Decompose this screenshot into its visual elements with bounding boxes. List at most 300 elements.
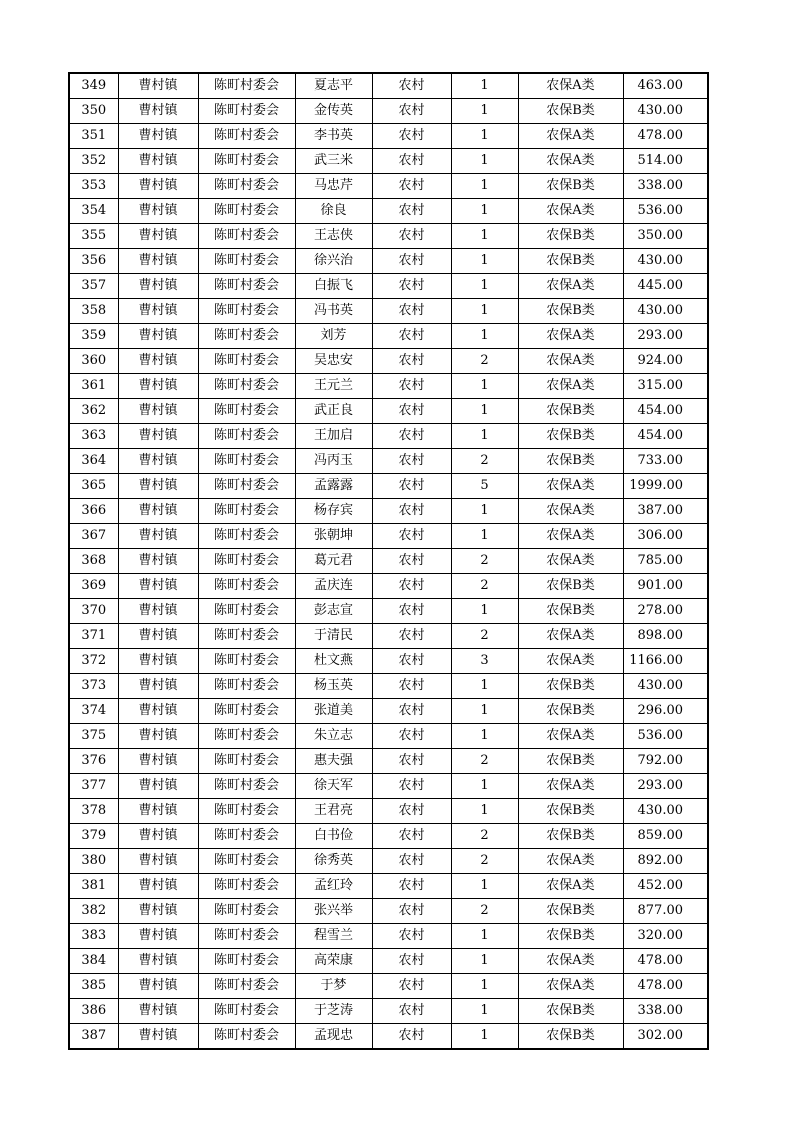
household-count-cell: 1	[451, 974, 518, 999]
household-count-cell: 2	[451, 899, 518, 924]
household-count-cell: 1	[451, 924, 518, 949]
village-committee-cell: 陈町村委会	[198, 224, 295, 249]
insurance-category-cell: 农保B类	[518, 424, 623, 449]
row-number-cell: 382	[69, 899, 118, 924]
area-type-cell: 农村	[372, 974, 451, 999]
resident-name-cell: 冯丙玉	[295, 449, 372, 474]
insurance-category-cell: 农保B类	[518, 449, 623, 474]
insurance-category-cell: 农保B类	[518, 224, 623, 249]
amount-cell: 293.00	[623, 774, 708, 799]
household-count-cell: 1	[451, 124, 518, 149]
resident-name-cell: 冯书英	[295, 299, 372, 324]
row-number-cell: 372	[69, 649, 118, 674]
table-row	[69, 449, 708, 474]
table-row	[69, 224, 708, 249]
village-committee-cell: 陈町村委会	[198, 724, 295, 749]
resident-name-cell: 孟庆连	[295, 574, 372, 599]
amount-cell: 454.00	[623, 399, 708, 424]
town-cell: 曹村镇	[118, 299, 198, 324]
town-cell: 曹村镇	[118, 524, 198, 549]
resident-name-cell: 刘芳	[295, 324, 372, 349]
insurance-category-cell: 农保A类	[518, 849, 623, 874]
area-type-cell: 农村	[372, 224, 451, 249]
row-number-cell: 385	[69, 974, 118, 999]
area-type-cell: 农村	[372, 73, 451, 99]
village-committee-cell: 陈町村委会	[198, 799, 295, 824]
insurance-category-cell: 农保B类	[518, 999, 623, 1024]
town-cell: 曹村镇	[118, 924, 198, 949]
amount-cell: 1999.00	[623, 474, 708, 499]
village-committee-cell: 陈町村委会	[198, 174, 295, 199]
area-type-cell: 农村	[372, 349, 451, 374]
village-committee-cell: 陈町村委会	[198, 73, 295, 99]
area-type-cell: 农村	[372, 374, 451, 399]
area-type-cell: 农村	[372, 249, 451, 274]
area-type-cell: 农村	[372, 324, 451, 349]
amount-cell: 278.00	[623, 599, 708, 624]
household-count-cell: 1	[451, 874, 518, 899]
insurance-category-cell: 农保B类	[518, 99, 623, 124]
row-number-cell: 351	[69, 124, 118, 149]
amount-cell: 901.00	[623, 574, 708, 599]
town-cell: 曹村镇	[118, 599, 198, 624]
row-number-cell: 367	[69, 524, 118, 549]
insurance-category-cell: 农保A类	[518, 874, 623, 899]
town-cell: 曹村镇	[118, 349, 198, 374]
amount-cell: 478.00	[623, 949, 708, 974]
row-number-cell: 350	[69, 99, 118, 124]
row-number-cell: 378	[69, 799, 118, 824]
household-count-cell: 2	[451, 549, 518, 574]
table-row	[69, 399, 708, 424]
town-cell: 曹村镇	[118, 449, 198, 474]
village-committee-cell: 陈町村委会	[198, 374, 295, 399]
village-committee-cell: 陈町村委会	[198, 99, 295, 124]
row-number-cell: 349	[69, 73, 118, 99]
town-cell: 曹村镇	[118, 949, 198, 974]
table-row	[69, 249, 708, 274]
household-count-cell: 1	[451, 1024, 518, 1050]
row-number-cell: 362	[69, 399, 118, 424]
row-number-cell: 381	[69, 874, 118, 899]
area-type-cell: 农村	[372, 1024, 451, 1050]
resident-name-cell: 葛元君	[295, 549, 372, 574]
town-cell: 曹村镇	[118, 999, 198, 1024]
table-row	[69, 649, 708, 674]
village-committee-cell: 陈町村委会	[198, 324, 295, 349]
insurance-category-cell: 农保B类	[518, 599, 623, 624]
row-number-cell: 376	[69, 749, 118, 774]
resident-name-cell: 张道美	[295, 699, 372, 724]
town-cell: 曹村镇	[118, 974, 198, 999]
row-number-cell: 387	[69, 1024, 118, 1050]
resident-name-cell: 王元兰	[295, 374, 372, 399]
row-number-cell: 354	[69, 199, 118, 224]
town-cell: 曹村镇	[118, 774, 198, 799]
area-type-cell: 农村	[372, 949, 451, 974]
resident-name-cell: 张朝坤	[295, 524, 372, 549]
resident-name-cell: 马忠芹	[295, 174, 372, 199]
resident-name-cell: 孟露露	[295, 474, 372, 499]
table-row	[69, 949, 708, 974]
area-type-cell: 农村	[372, 774, 451, 799]
insurance-category-cell: 农保B类	[518, 924, 623, 949]
row-number-cell: 363	[69, 424, 118, 449]
town-cell: 曹村镇	[118, 574, 198, 599]
amount-cell: 898.00	[623, 624, 708, 649]
household-count-cell: 1	[451, 399, 518, 424]
resident-name-cell: 徐秀英	[295, 849, 372, 874]
town-cell: 曹村镇	[118, 499, 198, 524]
area-type-cell: 农村	[372, 149, 451, 174]
resident-name-cell: 徐天军	[295, 774, 372, 799]
table-row	[69, 774, 708, 799]
area-type-cell: 农村	[372, 849, 451, 874]
area-type-cell: 农村	[372, 124, 451, 149]
resident-name-cell: 高荣康	[295, 949, 372, 974]
table-row	[69, 299, 708, 324]
insurance-category-cell: 农保A类	[518, 499, 623, 524]
table-row	[69, 799, 708, 824]
area-type-cell: 农村	[372, 824, 451, 849]
area-type-cell: 农村	[372, 649, 451, 674]
table-row	[69, 924, 708, 949]
village-committee-cell: 陈町村委会	[198, 149, 295, 174]
area-type-cell: 农村	[372, 899, 451, 924]
table-row	[69, 999, 708, 1024]
village-committee-cell: 陈町村委会	[198, 349, 295, 374]
table-row	[69, 374, 708, 399]
resident-name-cell: 王君亮	[295, 799, 372, 824]
area-type-cell: 农村	[372, 474, 451, 499]
amount-cell: 733.00	[623, 449, 708, 474]
household-count-cell: 1	[451, 149, 518, 174]
table-row	[69, 474, 708, 499]
household-count-cell: 2	[451, 349, 518, 374]
amount-cell: 478.00	[623, 124, 708, 149]
area-type-cell: 农村	[372, 99, 451, 124]
household-count-cell: 1	[451, 724, 518, 749]
resident-name-cell: 杨玉英	[295, 674, 372, 699]
resident-name-cell: 白书俭	[295, 824, 372, 849]
resident-name-cell: 彭志宣	[295, 599, 372, 624]
amount-cell: 514.00	[623, 149, 708, 174]
row-number-cell: 374	[69, 699, 118, 724]
row-number-cell: 360	[69, 349, 118, 374]
insurance-category-cell: 农保A类	[518, 324, 623, 349]
row-number-cell: 386	[69, 999, 118, 1024]
resident-name-cell: 于梦	[295, 974, 372, 999]
insurance-category-cell: 农保A类	[518, 949, 623, 974]
insurance-category-cell: 农保B类	[518, 674, 623, 699]
village-committee-cell: 陈町村委会	[198, 574, 295, 599]
village-committee-cell: 陈町村委会	[198, 749, 295, 774]
resident-name-cell: 金传英	[295, 99, 372, 124]
insurance-category-cell: 农保A类	[518, 374, 623, 399]
town-cell: 曹村镇	[118, 649, 198, 674]
row-number-cell: 356	[69, 249, 118, 274]
area-type-cell: 农村	[372, 399, 451, 424]
insurance-category-cell: 农保A类	[518, 524, 623, 549]
insurance-category-cell: 农保A类	[518, 199, 623, 224]
household-count-cell: 3	[451, 649, 518, 674]
village-committee-cell: 陈町村委会	[198, 624, 295, 649]
row-number-cell: 373	[69, 674, 118, 699]
insurance-category-cell: 农保B类	[518, 1024, 623, 1050]
amount-cell: 338.00	[623, 174, 708, 199]
row-number-cell: 370	[69, 599, 118, 624]
area-type-cell: 农村	[372, 599, 451, 624]
household-count-cell: 1	[451, 949, 518, 974]
village-committee-cell: 陈町村委会	[198, 674, 295, 699]
area-type-cell: 农村	[372, 724, 451, 749]
resident-name-cell: 孟现忠	[295, 1024, 372, 1050]
insurance-category-cell: 农保A类	[518, 624, 623, 649]
table-row	[69, 899, 708, 924]
row-number-cell: 366	[69, 499, 118, 524]
table-row	[69, 699, 708, 724]
town-cell: 曹村镇	[118, 874, 198, 899]
row-number-cell: 371	[69, 624, 118, 649]
insurance-category-cell: 农保B类	[518, 749, 623, 774]
amount-cell: 293.00	[623, 324, 708, 349]
table-row	[69, 574, 708, 599]
resident-name-cell: 于清民	[295, 624, 372, 649]
row-number-cell: 380	[69, 849, 118, 874]
resident-name-cell: 徐兴治	[295, 249, 372, 274]
household-count-cell: 1	[451, 424, 518, 449]
resident-name-cell: 李书英	[295, 124, 372, 149]
insurance-category-cell: 农保A类	[518, 149, 623, 174]
household-count-cell: 1	[451, 199, 518, 224]
town-cell: 曹村镇	[118, 199, 198, 224]
table-row	[69, 499, 708, 524]
town-cell: 曹村镇	[118, 474, 198, 499]
village-committee-cell: 陈町村委会	[198, 699, 295, 724]
household-count-cell: 2	[451, 849, 518, 874]
resident-name-cell: 王志侠	[295, 224, 372, 249]
village-committee-cell: 陈町村委会	[198, 824, 295, 849]
amount-cell: 430.00	[623, 249, 708, 274]
area-type-cell: 农村	[372, 199, 451, 224]
village-committee-cell: 陈町村委会	[198, 899, 295, 924]
insurance-category-cell: 农保B类	[518, 174, 623, 199]
row-number-cell: 358	[69, 299, 118, 324]
amount-cell: 452.00	[623, 874, 708, 899]
insurance-category-cell: 农保A类	[518, 724, 623, 749]
household-count-cell: 1	[451, 174, 518, 199]
household-count-cell: 1	[451, 674, 518, 699]
village-committee-cell: 陈町村委会	[198, 499, 295, 524]
area-type-cell: 农村	[372, 874, 451, 899]
table-row	[69, 149, 708, 174]
area-type-cell: 农村	[372, 524, 451, 549]
household-count-cell: 1	[451, 799, 518, 824]
town-cell: 曹村镇	[118, 399, 198, 424]
insurance-category-cell: 农保A类	[518, 474, 623, 499]
area-type-cell: 农村	[372, 499, 451, 524]
row-number-cell: 377	[69, 774, 118, 799]
table-row	[69, 174, 708, 199]
insurance-category-cell: 农保A类	[518, 974, 623, 999]
town-cell: 曹村镇	[118, 124, 198, 149]
area-type-cell: 农村	[372, 299, 451, 324]
village-committee-cell: 陈町村委会	[198, 774, 295, 799]
resident-name-cell: 张兴举	[295, 899, 372, 924]
insurance-category-cell: 农保A类	[518, 274, 623, 299]
village-committee-cell: 陈町村委会	[198, 924, 295, 949]
household-count-cell: 2	[451, 624, 518, 649]
row-number-cell: 383	[69, 924, 118, 949]
amount-cell: 463.00	[623, 73, 708, 99]
amount-cell: 792.00	[623, 749, 708, 774]
town-cell: 曹村镇	[118, 174, 198, 199]
table-row	[69, 974, 708, 999]
row-number-cell: 352	[69, 149, 118, 174]
resident-name-cell: 王加启	[295, 424, 372, 449]
table-row	[69, 674, 708, 699]
village-committee-cell: 陈町村委会	[198, 474, 295, 499]
amount-cell: 315.00	[623, 374, 708, 399]
village-committee-cell: 陈町村委会	[198, 974, 295, 999]
village-committee-cell: 陈町村委会	[198, 249, 295, 274]
household-count-cell: 1	[451, 774, 518, 799]
amount-cell: 296.00	[623, 699, 708, 724]
town-cell: 曹村镇	[118, 1024, 198, 1050]
village-committee-cell: 陈町村委会	[198, 299, 295, 324]
resident-name-cell: 程雪兰	[295, 924, 372, 949]
amount-cell: 430.00	[623, 299, 708, 324]
table-row	[69, 849, 708, 874]
resident-name-cell: 武三米	[295, 149, 372, 174]
insurance-category-cell: 农保A类	[518, 73, 623, 99]
insurance-category-cell: 农保A类	[518, 349, 623, 374]
insurance-category-cell: 农保B类	[518, 824, 623, 849]
town-cell: 曹村镇	[118, 624, 198, 649]
amount-cell: 892.00	[623, 849, 708, 874]
table-row	[69, 199, 708, 224]
town-cell: 曹村镇	[118, 99, 198, 124]
village-committee-cell: 陈町村委会	[198, 449, 295, 474]
resident-name-cell: 武正良	[295, 399, 372, 424]
amount-cell: 350.00	[623, 224, 708, 249]
household-count-cell: 2	[451, 574, 518, 599]
village-committee-cell: 陈町村委会	[198, 424, 295, 449]
table-row	[69, 324, 708, 349]
table-row	[69, 349, 708, 374]
amount-cell: 320.00	[623, 924, 708, 949]
village-committee-cell: 陈町村委会	[198, 949, 295, 974]
table-row	[69, 1024, 708, 1050]
beneficiary-table	[68, 72, 709, 1050]
household-count-cell: 1	[451, 524, 518, 549]
amount-cell: 387.00	[623, 499, 708, 524]
amount-cell: 478.00	[623, 974, 708, 999]
insurance-category-cell: 农保A类	[518, 549, 623, 574]
area-type-cell: 农村	[372, 624, 451, 649]
household-count-cell: 2	[451, 449, 518, 474]
row-number-cell: 368	[69, 549, 118, 574]
table-row	[69, 749, 708, 774]
area-type-cell: 农村	[372, 699, 451, 724]
town-cell: 曹村镇	[118, 73, 198, 99]
insurance-category-cell: 农保B类	[518, 574, 623, 599]
table-row	[69, 824, 708, 849]
area-type-cell: 农村	[372, 924, 451, 949]
household-count-cell: 1	[451, 224, 518, 249]
row-number-cell: 357	[69, 274, 118, 299]
household-count-cell: 5	[451, 474, 518, 499]
row-number-cell: 365	[69, 474, 118, 499]
table-row	[69, 99, 708, 124]
area-type-cell: 农村	[372, 674, 451, 699]
resident-name-cell: 于芝涛	[295, 999, 372, 1024]
table-row	[69, 599, 708, 624]
table-row	[69, 724, 708, 749]
resident-name-cell: 白振飞	[295, 274, 372, 299]
village-committee-cell: 陈町村委会	[198, 874, 295, 899]
town-cell: 曹村镇	[118, 224, 198, 249]
town-cell: 曹村镇	[118, 824, 198, 849]
town-cell: 曹村镇	[118, 374, 198, 399]
row-number-cell: 384	[69, 949, 118, 974]
town-cell: 曹村镇	[118, 274, 198, 299]
village-committee-cell: 陈町村委会	[198, 999, 295, 1024]
amount-cell: 302.00	[623, 1024, 708, 1050]
area-type-cell: 农村	[372, 999, 451, 1024]
amount-cell: 536.00	[623, 199, 708, 224]
town-cell: 曹村镇	[118, 249, 198, 274]
insurance-category-cell: 农保B类	[518, 399, 623, 424]
insurance-category-cell: 农保A类	[518, 124, 623, 149]
village-committee-cell: 陈町村委会	[198, 1024, 295, 1050]
household-count-cell: 1	[451, 499, 518, 524]
insurance-category-cell: 农保B类	[518, 249, 623, 274]
village-committee-cell: 陈町村委会	[198, 649, 295, 674]
resident-name-cell: 徐良	[295, 199, 372, 224]
village-committee-cell: 陈町村委会	[198, 399, 295, 424]
amount-cell: 536.00	[623, 724, 708, 749]
town-cell: 曹村镇	[118, 899, 198, 924]
resident-name-cell: 夏志平	[295, 73, 372, 99]
resident-name-cell: 惠夫强	[295, 749, 372, 774]
table-row	[69, 424, 708, 449]
row-number-cell: 369	[69, 574, 118, 599]
insurance-category-cell: 农保B类	[518, 899, 623, 924]
table-row	[69, 874, 708, 899]
row-number-cell: 364	[69, 449, 118, 474]
village-committee-cell: 陈町村委会	[198, 849, 295, 874]
village-committee-cell: 陈町村委会	[198, 199, 295, 224]
village-committee-cell: 陈町村委会	[198, 124, 295, 149]
row-number-cell: 359	[69, 324, 118, 349]
resident-name-cell: 吴忠安	[295, 349, 372, 374]
insurance-category-cell: 农保B类	[518, 299, 623, 324]
household-count-cell: 2	[451, 824, 518, 849]
area-type-cell: 农村	[372, 749, 451, 774]
amount-cell: 924.00	[623, 349, 708, 374]
town-cell: 曹村镇	[118, 849, 198, 874]
insurance-category-cell: 农保B类	[518, 799, 623, 824]
household-count-cell: 1	[451, 324, 518, 349]
area-type-cell: 农村	[372, 549, 451, 574]
amount-cell: 338.00	[623, 999, 708, 1024]
area-type-cell: 农村	[372, 574, 451, 599]
amount-cell: 430.00	[623, 799, 708, 824]
resident-name-cell: 朱立志	[295, 724, 372, 749]
table-row	[69, 549, 708, 574]
town-cell: 曹村镇	[118, 699, 198, 724]
